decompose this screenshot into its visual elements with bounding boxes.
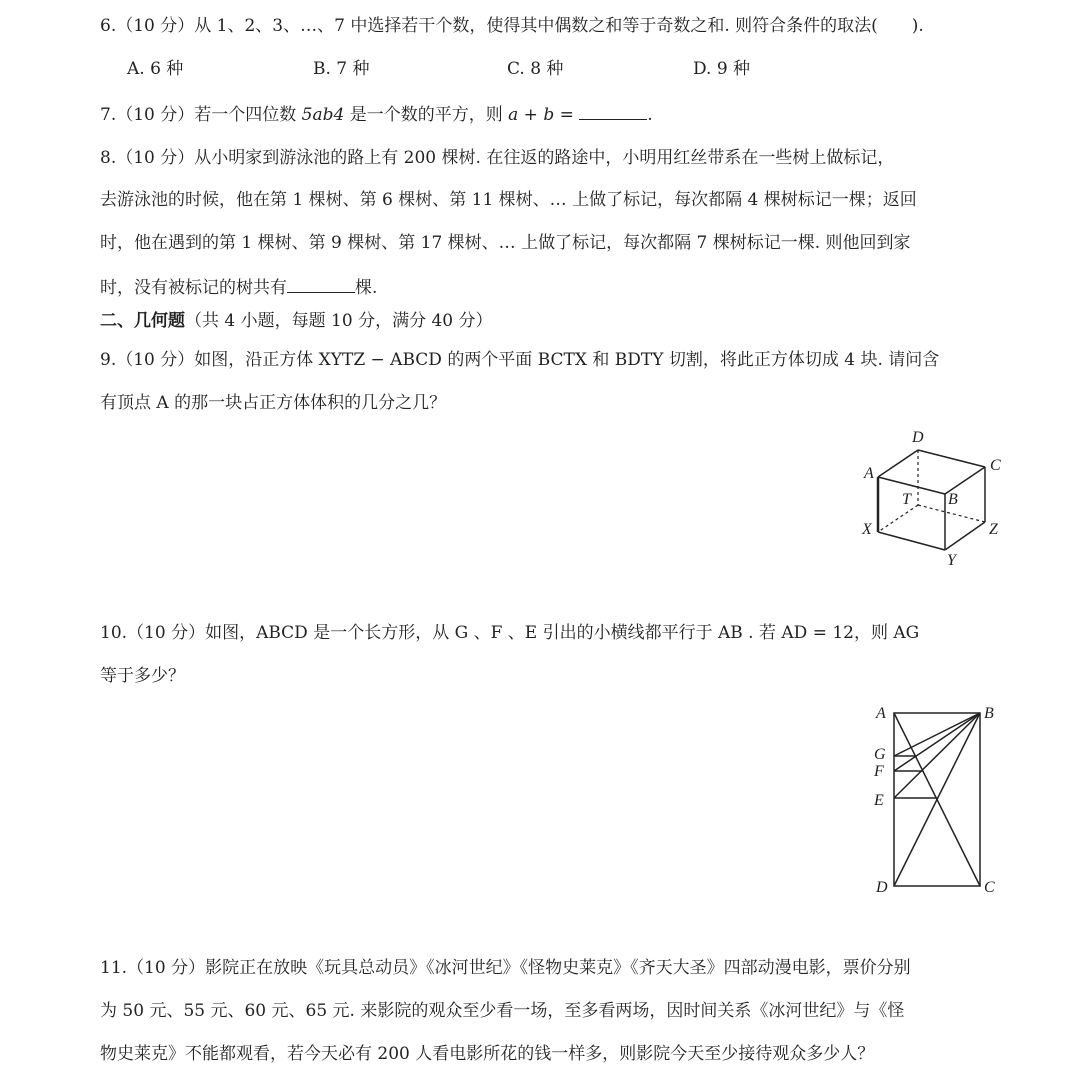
cube-hidden-tx	[878, 505, 918, 532]
q8-line-2: 去游泳池的时候，他在第 1 棵树、第 6 棵树、第 11 棵树、… 上做了标记，每次都隔 4 棵树标记一棵；返回	[100, 190, 917, 210]
cube-diagram	[850, 422, 1010, 572]
rect-label-b: B	[984, 705, 994, 722]
q8-line-1: 8.（10 分）从小明家到游泳池的路上有 200 棵树. 在往返的路途中，小明用红丝带系在一些树上做标记，	[100, 148, 895, 168]
cube-label-z: Z	[989, 521, 998, 538]
q6-option-d: D. 9 种	[693, 59, 751, 79]
cube-edge-yx	[878, 532, 945, 550]
q8-line-3: 时，他在遇到的第 1 棵树、第 9 棵树、第 17 棵树、… 上做了标记，每次都隔 7 棵树标记一棵. 则他回到家	[100, 233, 911, 253]
q6-option-a: A. 6 种	[127, 59, 184, 79]
q8-line-4-text: 时，没有被标记的树共有	[100, 278, 287, 298]
q7-text	[100, 101, 653, 127]
q8-line-4	[100, 274, 377, 300]
q10-line-2: 等于多少？	[100, 666, 185, 686]
section-title: 二、几何题	[100, 311, 185, 331]
cube-edge-ab	[878, 477, 945, 494]
rect-label-f: F	[874, 763, 884, 780]
cube-label-c: C	[990, 457, 1001, 474]
cube-label-t: T	[902, 491, 911, 508]
q8-answer-blank	[287, 274, 355, 293]
q9-line-1: 9.（10 分）如图，沿正方体 XYTZ − ABCD 的两个平面 BCTX 和 BDTY 切割，将此正方体切成 4 块. 请问含	[100, 350, 940, 370]
rect-label-d: D	[876, 879, 888, 896]
q6-option-c: C. 8 种	[507, 59, 564, 79]
q10-line-1: 10.（10 分）如图，ABCD 是一个长方形，从 G 、F 、E 引出的小横线都平行于 AB . 若 AD = 12，则 AG	[100, 623, 920, 643]
q9-line-2: 有顶点 A 的那一块占正方体体积的几分之几？	[100, 393, 447, 413]
q7-middle: 是一个数的平方，则	[349, 105, 503, 125]
q6-option-b: B. 7 种	[313, 59, 370, 79]
q11-line-1: 11.（10 分）影院正在放映《玩具总动员》《冰河世纪》《怪物史莱克》《齐天大圣》四部动漫电影，票价分别	[100, 958, 911, 978]
section-heading	[100, 309, 493, 333]
q8-suffix: 棵.	[355, 278, 378, 298]
q7-prefix: 7.（10 分）若一个四位数	[100, 105, 297, 125]
cube-edge-zy	[945, 522, 985, 550]
q7-expression: a + b =	[508, 105, 574, 125]
rect-label-e: E	[874, 792, 884, 809]
q7-suffix: .	[647, 105, 653, 125]
rect-label-c: C	[984, 879, 995, 896]
rectangle-diagram	[868, 700, 1008, 900]
line-bg	[894, 713, 980, 756]
cube-label-b: B	[948, 491, 958, 508]
rect-label-a: A	[876, 705, 886, 722]
cube-label-y: Y	[947, 552, 956, 569]
cube-edge-cb	[945, 467, 985, 494]
q7-answer-blank	[579, 101, 647, 120]
cube-label-x: X	[862, 521, 872, 538]
cube-edge-ad	[878, 450, 918, 477]
rect-label-g: G	[874, 746, 886, 763]
cube-label-a: A	[864, 465, 874, 482]
cube-label-d: D	[912, 429, 924, 446]
q11-line-3: 物史莱克》不能都观看，若今天必有 200 人看电影所花的钱一样多，则影院今天至少接待观众多少人？	[100, 1044, 875, 1064]
q7-number: 5ab4	[301, 105, 345, 125]
line-bf	[894, 713, 980, 771]
cube-edge-dc	[918, 450, 985, 467]
q11-line-2: 为 50 元、55 元、60 元、65 元. 来影院的观众至少看一场，至多看两场，因时间关系《冰河世纪》与《怪	[100, 1001, 905, 1021]
q6-text: 6.（10 分）从 1、2、3、…、7 中选择若干个数，使得其中偶数之和等于奇数之和. 则符合条件的取法( ).	[100, 16, 924, 36]
section-note: （共 4 小题，每题 10 分，满分 40 分）	[185, 311, 493, 331]
